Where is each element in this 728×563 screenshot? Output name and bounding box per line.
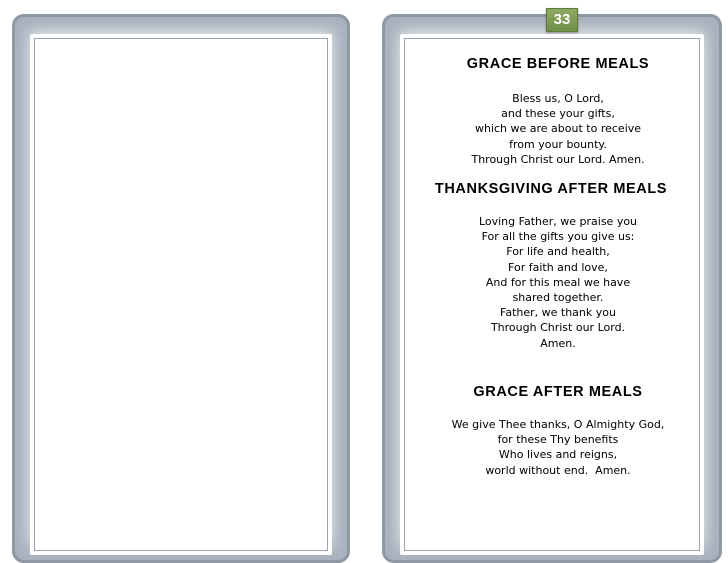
prayer-line: For life and health, — [506, 245, 610, 259]
prayer-line: Father, we thank you — [500, 306, 616, 320]
prayer-grace-before-meals — [388, 91, 728, 167]
left-page — [12, 14, 350, 563]
prayer-line: Loving Father, we praise you — [478, 215, 638, 228]
prayer-line: Through Christ our Lord. Amen. — [471, 152, 645, 166]
prayer-line: Who lives and reigns, — [498, 448, 618, 462]
prayer-grace-after-meals — [388, 417, 728, 478]
prayer-line: and these your gifts, — [501, 107, 615, 121]
prayer-line: shared together. — [512, 291, 604, 305]
heading-thanksgiving-after-meals: THANKSGIVING AFTER MEALS — [434, 181, 668, 197]
prayer-line: For all the gifts you give us: — [481, 230, 635, 244]
prayer-line: world without end. Amen. — [485, 463, 631, 477]
prayer-line: Bless us, O Lord, — [512, 92, 604, 105]
prayer-line: which we are about to receive — [474, 122, 642, 136]
prayer-line: for these Thy benefits — [497, 433, 619, 447]
prayer-line: For faith and love, — [508, 260, 608, 274]
prayer-thanksgiving-after-meals — [388, 214, 728, 351]
page-number-badge: 33 — [546, 8, 578, 32]
prayer-line: And for this meal we have — [485, 275, 631, 289]
heading-grace-after-meals: GRACE AFTER MEALS — [473, 384, 643, 400]
heading-grace-before-meals: GRACE BEFORE MEALS — [466, 56, 650, 72]
prayer-line: Through Christ our Lord. — [490, 321, 626, 335]
prayer-line: from your bounty. — [509, 137, 607, 151]
left-page-frame — [30, 34, 332, 555]
prayer-line: Amen. — [540, 336, 576, 350]
prayer-line: We give Thee thanks, O Almighty God, — [451, 418, 665, 431]
